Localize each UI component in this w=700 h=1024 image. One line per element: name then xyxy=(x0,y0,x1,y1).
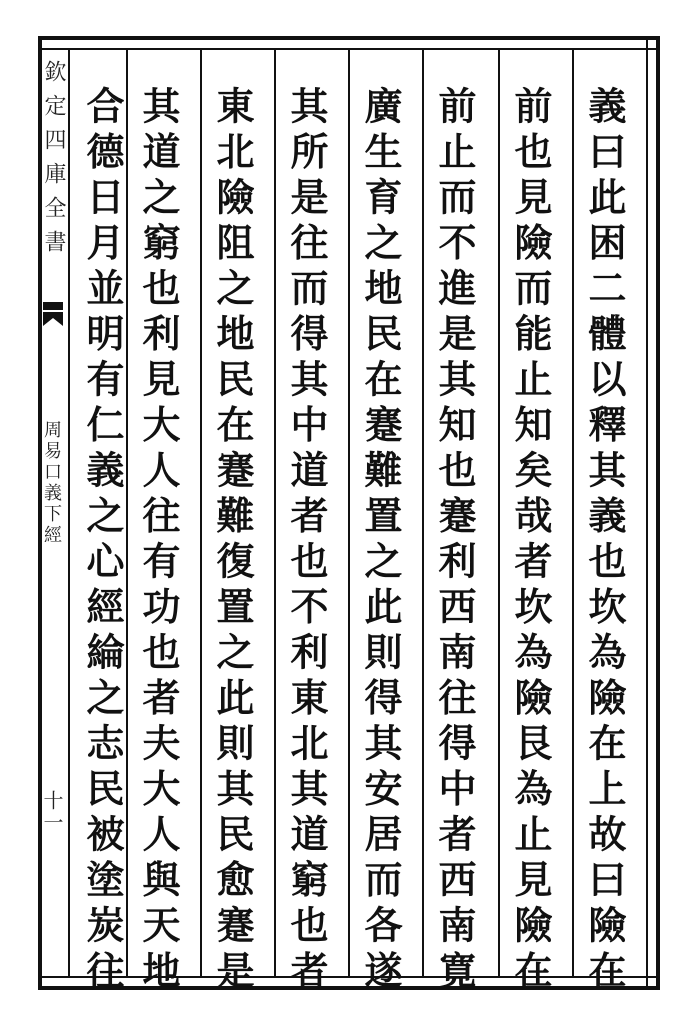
margin-section-label: 周易口義下經 xyxy=(41,420,62,546)
margin-book-title: 欽定四庫全書 xyxy=(41,60,66,264)
column-divider xyxy=(274,50,276,976)
column-divider xyxy=(572,50,574,976)
margin-page-number: 十一 xyxy=(40,790,64,834)
text-column-5: 其所是往而得其中道者也不利東北其道窮也者 xyxy=(284,86,329,996)
fishtail-mark-icon xyxy=(41,300,65,330)
gutter-rule xyxy=(68,50,70,976)
text-column-4: 廣生育之地民在蹇難置之此則得其安居而各遂 xyxy=(358,86,403,996)
text-column-2: 前也見險而能止知矣哉者坎為險艮為止見險在 xyxy=(508,86,553,996)
bottom-rule xyxy=(38,976,660,978)
column-divider xyxy=(200,50,202,976)
text-column-8: 合德日月並明有仁義之心經綸之志民被塗炭往 xyxy=(80,86,125,996)
text-column-7: 其道之窮也利見大人往有功也者夫大人與天地 xyxy=(136,86,181,996)
column-divider xyxy=(348,50,350,976)
text-column-6: 東北險阻之地民在蹇難復置之此則其民愈蹇是 xyxy=(210,86,255,996)
column-divider xyxy=(126,50,128,976)
column-divider xyxy=(422,50,424,976)
right-inner-rule xyxy=(646,36,648,990)
text-column-3: 前止而不進是其知也蹇利西南往得中者西南寛 xyxy=(432,86,477,996)
text-column-1: 義曰此困二體以釋其義也坎為險在上故曰險在 xyxy=(582,86,627,996)
column-divider xyxy=(498,50,500,976)
